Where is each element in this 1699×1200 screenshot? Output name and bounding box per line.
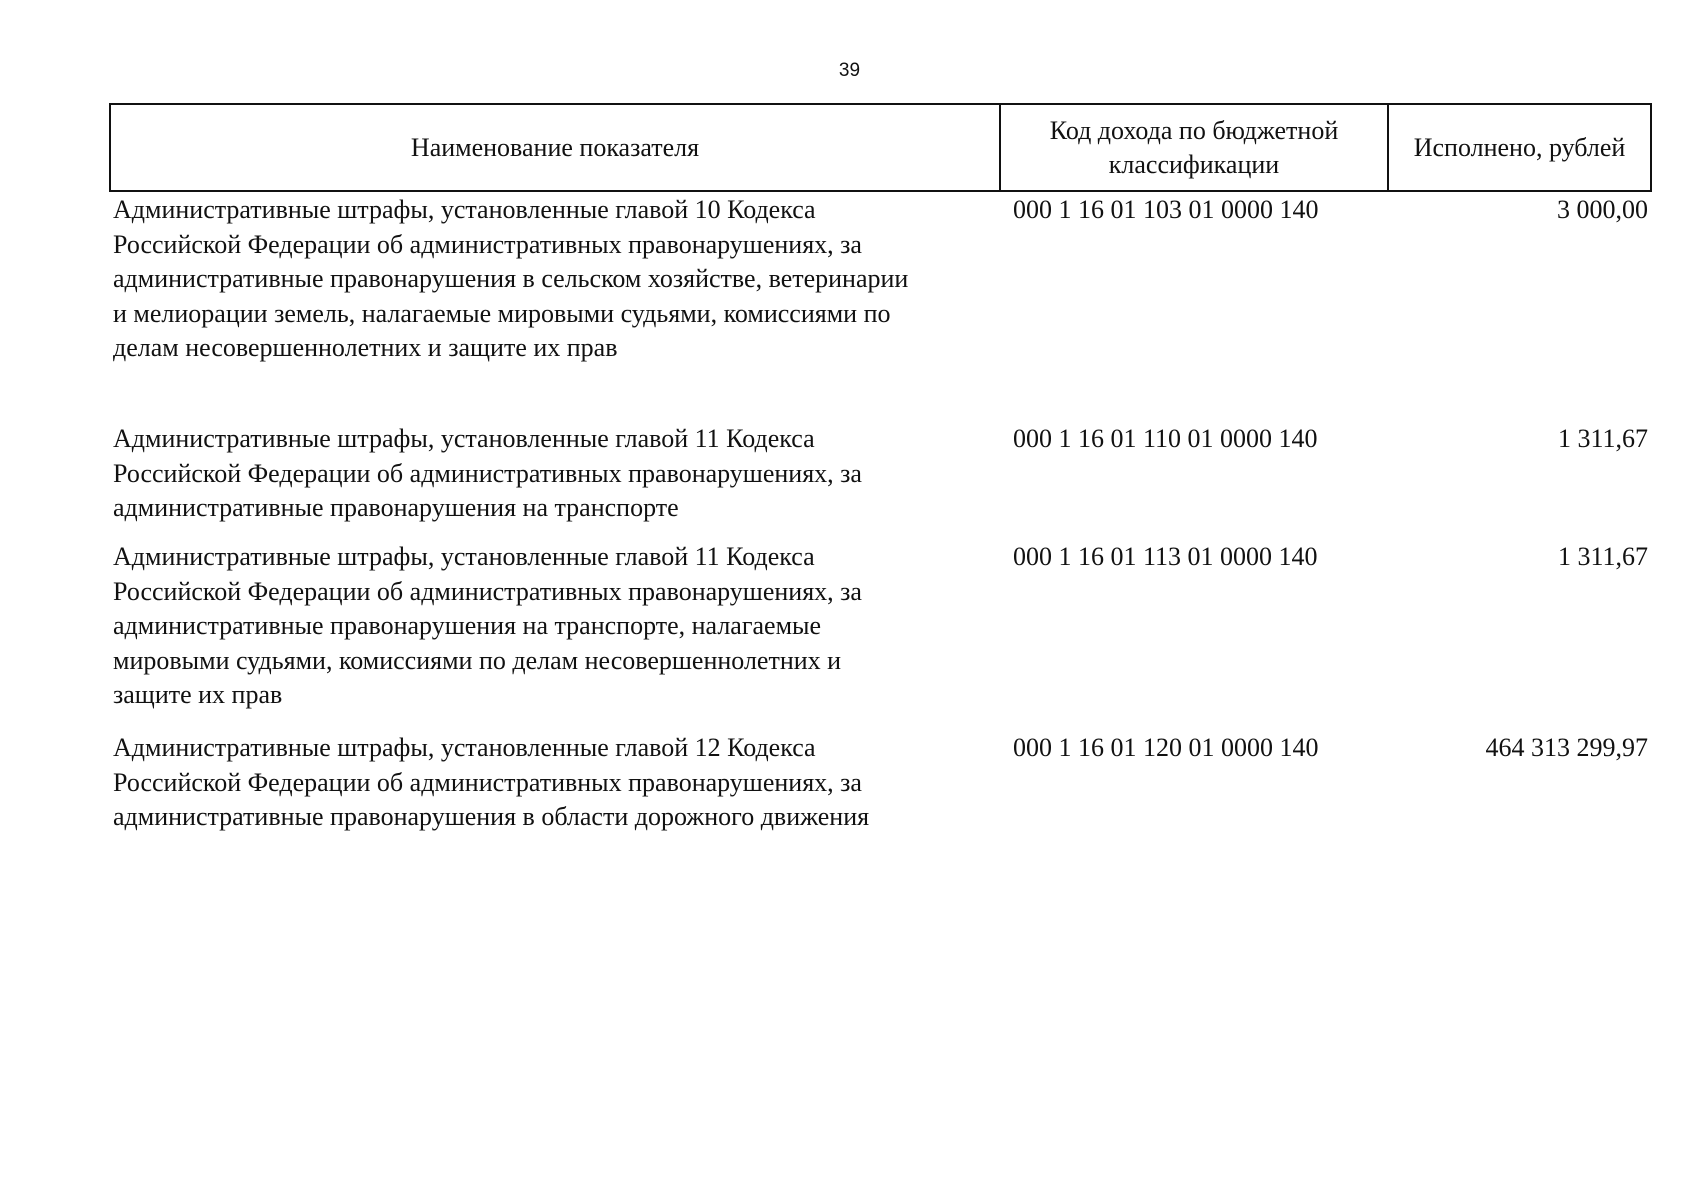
indicator-name-line: Административные штрафы, установленные главой 12 Кодекса xyxy=(113,733,816,762)
executed-amount: 1 311,67 xyxy=(1557,424,1648,453)
header-code-line2: классификации xyxy=(1108,149,1280,179)
indicator-name-line: административные правонарушения в области дорожного движения xyxy=(113,802,870,831)
header-name-column: Наименование показателя xyxy=(111,105,1001,190)
indicator-name-line: Административные штрафы, установленные главой 11 Кодекса xyxy=(113,542,815,571)
indicator-name-line: Административные штрафы, установленные главой 11 Кодекса xyxy=(113,424,815,453)
indicator-name-line: Административные штрафы, установленные главой 10 Кодекса xyxy=(113,195,816,224)
indicator-name xyxy=(109,731,999,835)
table-row xyxy=(109,193,1652,366)
indicator-name-line: мировыми судьями, комиссиями по делам несовершеннолетних и xyxy=(113,645,842,675)
header-executed-column: Исполнено, рублей xyxy=(1413,132,1626,162)
indicator-name xyxy=(109,422,999,526)
indicator-name-line: административные правонарушения на транспорте xyxy=(113,493,679,522)
page-number: 39 xyxy=(838,60,861,81)
income-code: 000 1 16 01 103 01 0000 140 xyxy=(1013,195,1319,224)
income-code: 000 1 16 01 113 01 0000 140 xyxy=(1013,542,1318,571)
income-code: 000 1 16 01 120 01 0000 140 xyxy=(1013,733,1319,762)
indicator-name-line: административные правонарушения на транспорте, налагаемые xyxy=(113,611,822,640)
indicator-name-line: делам несовершеннолетних и защите их прав xyxy=(113,333,618,362)
table-row xyxy=(109,422,1652,526)
table-row xyxy=(109,540,1652,713)
indicator-name-line: Российской Федерации об административных правонарушениях, за xyxy=(113,229,862,259)
executed-amount: 3 000,00 xyxy=(1557,195,1648,224)
header-code-column xyxy=(1001,105,1389,190)
table-header xyxy=(109,103,1652,192)
indicator-name-line: и мелиорации земель, налагаемые мировыми судьями, комиссиями по xyxy=(113,298,891,328)
indicator-name-line: административные правонарушения в сельском хозяйстве, ветеринарии xyxy=(113,264,909,293)
header-code-line1: Код дохода по бюджетной xyxy=(1049,115,1339,145)
indicator-name-line: Российской Федерации об административных правонарушениях, за xyxy=(113,576,862,606)
executed-amount: 464 313 299,97 xyxy=(1485,733,1648,762)
indicator-name xyxy=(109,193,999,366)
indicator-name xyxy=(109,540,999,713)
table-row xyxy=(109,731,1652,835)
indicator-name-line: Российской Федерации об административных правонарушениях, за xyxy=(113,458,862,488)
indicator-name-line: защите их прав xyxy=(113,680,283,709)
indicator-name-line: Российской Федерации об административных правонарушениях, за xyxy=(113,767,862,797)
executed-amount: 1 311,67 xyxy=(1557,542,1648,571)
income-code: 000 1 16 01 110 01 0000 140 xyxy=(1013,424,1318,453)
